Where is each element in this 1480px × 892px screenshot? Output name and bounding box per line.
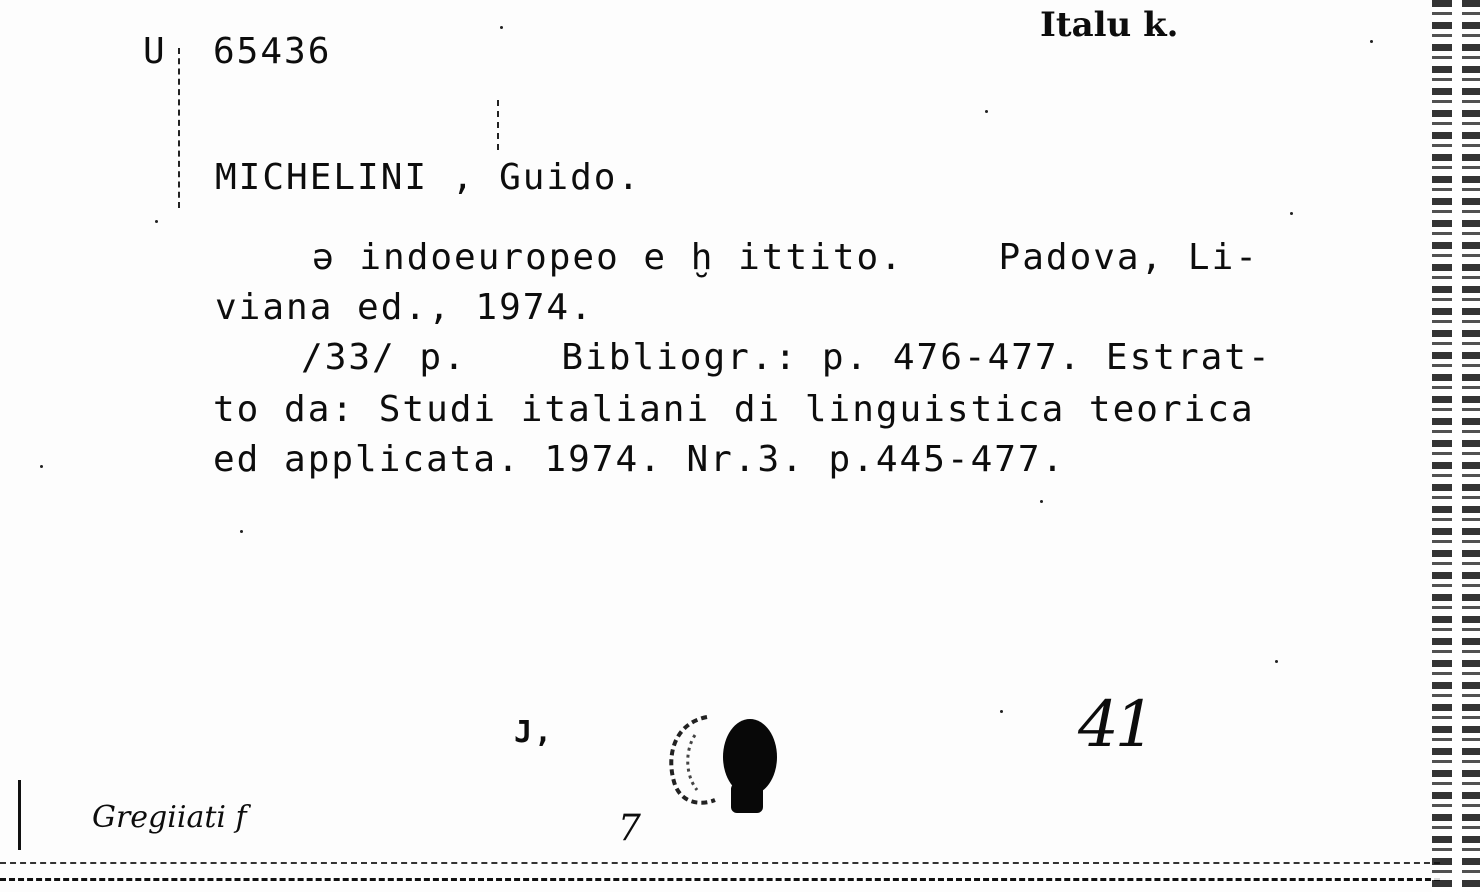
title-line: ə indoeuropeo e ḫ ittito. Padova, Li-: [312, 237, 1259, 278]
call-prefix: U: [143, 31, 167, 72]
author-heading: MICHELINI , Guido.: [215, 157, 642, 198]
scan-edge-gap: [1452, 0, 1462, 892]
speck: [240, 530, 243, 533]
speck: [1040, 500, 1043, 503]
corner-note: Italu k.: [1040, 5, 1179, 45]
mark-j: J,: [514, 715, 555, 750]
bottom-edge-rule: [0, 862, 1440, 864]
left-pen-stroke: [18, 780, 21, 850]
library-stamp: [655, 705, 795, 825]
margin-rule: [178, 48, 180, 208]
speck: [1370, 40, 1373, 43]
speck: [1275, 660, 1278, 663]
note-line-2: ed applicata. 1974. Nr.3. p.445-477.: [213, 439, 1066, 480]
note-line-1: to da: Studi italiani di linguistica teorica: [213, 389, 1255, 430]
speck: [40, 465, 43, 468]
speck: [985, 110, 988, 113]
bottom-edge-rule-2: [0, 878, 1440, 881]
handwritten-number: 41: [1078, 688, 1152, 762]
speck: [1290, 212, 1293, 215]
speck: [155, 220, 158, 223]
mark-seven: 7: [618, 808, 641, 849]
handwritten-note: Gregiiati f: [92, 800, 247, 835]
collation-line: /33/ p. Bibliogr.: p. 476-477. Estrat-: [230, 337, 1272, 378]
call-number: 65436: [213, 31, 332, 72]
imprint-line: viana ed., 1974.: [215, 287, 594, 328]
speck: [1000, 710, 1003, 713]
speck: [500, 26, 503, 29]
margin-tick: [497, 100, 499, 150]
